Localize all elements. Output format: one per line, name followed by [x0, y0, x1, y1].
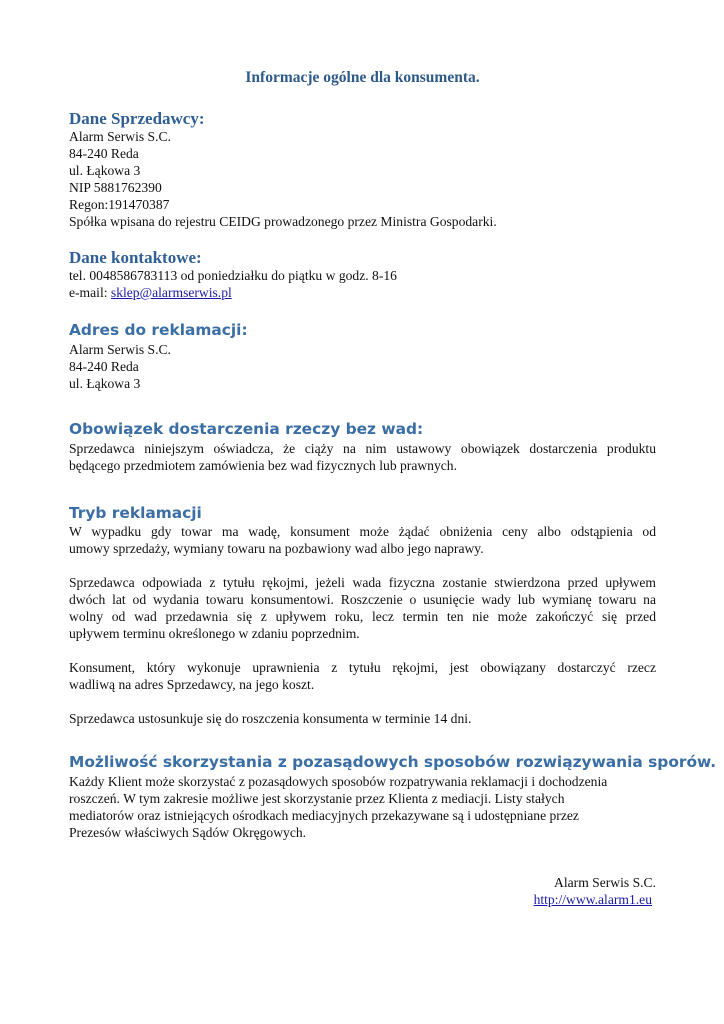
seller-nip: NIP 5881762390	[69, 180, 162, 195]
seller-registry: Spółka wpisana do rejestru CEIDG prowadzonego przez Ministra Gospodarki.	[69, 214, 497, 229]
complaint-mode-heading: Tryb reklamacji	[69, 504, 202, 522]
email-label: e-mail:	[69, 285, 111, 300]
paragraph-line: mediatorów oraz istniejących ośrodkach mediacyjnych przekazywane są i udostępniane przez	[69, 808, 579, 823]
website-link[interactable]: http://www.alarm1.eu	[533, 892, 652, 907]
complaint-mode-paragraph-1	[69, 523, 656, 557]
complaint-mode-paragraph-3	[69, 659, 656, 693]
paragraph-line: Sprzedawca ustosunkuje się do roszczenia konsumenta w terminie 14 dni.	[69, 711, 472, 726]
obligation-line: będącego przedmiotem zamówienia bez wad fizycznych lub prawnych.	[69, 458, 458, 473]
seller-details	[69, 128, 656, 230]
adr-heading: Możliwość skorzystania z pozasądowych sposobów rozwiązywania sporów.	[69, 753, 717, 771]
email-link[interactable]: sklep@alarmserwis.pl	[110, 285, 232, 300]
seller-heading: Dane Sprzedawcy:	[69, 109, 205, 128]
paragraph-line: umowy sprzedaży, wymiany towaru na pozbawiony wad albo jego naprawy.	[69, 541, 484, 556]
paragraph-line: wadliwą na adres Sprzedawcy, na jego koszt.	[69, 677, 315, 692]
seller-street: ul. Łąkowa 3	[69, 163, 141, 178]
complaint-mode-paragraph-2	[69, 574, 656, 642]
paragraph-line: Każdy Klient może skorzystać z pozasądowych sposobów rozpatrywania reklamacji i dochodzenia	[69, 774, 608, 789]
paragraph-line: Prezesów właściwych Sądów Okręgowych.	[69, 825, 307, 840]
obligation-text	[69, 440, 656, 474]
contact-email-line	[69, 284, 656, 301]
paragraph-line: wolny od wad przedawnia się z upływem roku, lecz termin ten nie może zakończyć się przed	[69, 609, 656, 624]
obligation-heading: Obowiązek dostarczenia rzeczy bez wad:	[69, 420, 424, 438]
page-title: Informacje ogólne dla konsumenta.	[245, 69, 480, 86]
paragraph-line: W wypadku gdy towar ma wadę, konsument może żądać obniżenia ceny albo odstąpienia od	[69, 524, 656, 539]
paragraph-line: dwóch lat od wydania towaru konsumentowi. Roszczenie o usunięcie wady lub wymianę towaru na	[69, 592, 656, 607]
paragraph-line: roszczeń. W tym zakresie możliwe jest skorzystanie przez Klienta z mediacji. Listy stałych	[69, 791, 565, 806]
seller-name: Alarm Serwis S.C.	[69, 129, 171, 144]
signature-url-wrapper	[534, 891, 652, 908]
contact-details	[69, 267, 656, 301]
obligation-line: Sprzedawca niniejszym oświadcza, że ciąży na nim ustawowy obowiązek dostarczenia produktu	[69, 441, 656, 456]
complaint-mode-paragraph-4	[69, 710, 656, 727]
signature-company: Alarm Serwis S.C.	[554, 875, 656, 890]
contact-phone: tel. 0048586783113 od poniedziałku do piątku w godz. 8-16	[69, 268, 397, 283]
contact-heading: Dane kontaktowe:	[69, 248, 202, 267]
complaints-street: ul. Łąkowa 3	[69, 376, 141, 391]
seller-postal: 84-240 Reda	[69, 146, 139, 161]
adr-text	[69, 773, 656, 841]
paragraph-line: Konsument, który wykonuje uprawnienia z tytułu rękojmi, jest obowiązany dostarczyć rzecz	[69, 660, 656, 675]
paragraph-line: upływem terminu określonego w zdaniu poprzednim.	[69, 626, 360, 641]
complaints-address-details	[69, 341, 656, 392]
paragraph-line: Sprzedawca odpowiada z tytułu rękojmi, jeżeli wada fizyczna zostanie stwierdzona przed upływem	[69, 575, 656, 590]
complaints-name: Alarm Serwis S.C.	[69, 342, 171, 357]
seller-regon: Regon:191470387	[69, 197, 170, 212]
complaints-postal: 84-240 Reda	[69, 359, 139, 374]
complaints-address-heading: Adres do reklamacji:	[69, 321, 248, 339]
